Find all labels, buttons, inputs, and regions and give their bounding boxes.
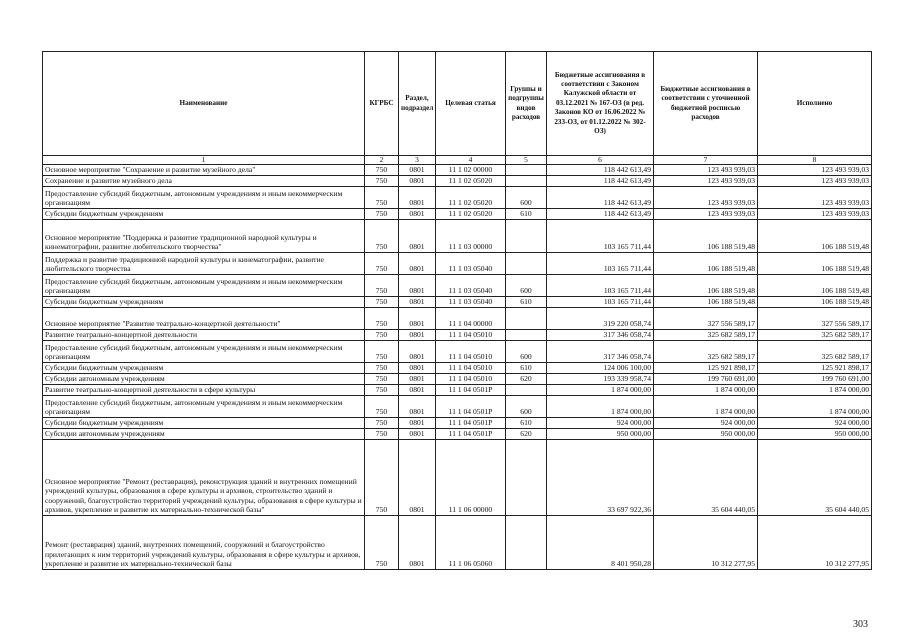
row-name: Основное мероприятие "Развитие театрально-концертной деятельности" [43, 308, 365, 330]
row-name: Основное мероприятие "Ремонт (реставрация), реконструкция зданий и внутренних помещений учреждений культуры, образования в сфере культуры и архивов, строительство зданий и сооружений, благоустройство территорий учреждений культуры, образования в сфере культуры и архивов, укрепление и развитие их материально-технической базы" [43, 440, 365, 516]
row-executed-amount: 1 874 000,00 [758, 396, 872, 418]
page-number: 303 [853, 619, 868, 630]
row-refined-amount: 924 000,00 [654, 418, 758, 429]
row-executed-amount: 1 874 000,00 [758, 385, 872, 396]
row-law-amount: 33 697 922,36 [547, 440, 654, 516]
row-kgrbs: 750 [365, 220, 399, 253]
row-kgrbs: 750 [365, 165, 399, 176]
row-name: Развитие театрально-концертной деятельности в сфере культуры [43, 385, 365, 396]
row-name: Предоставление субсидий бюджетным, автономным учреждениям и иным некоммерческим организациям [43, 275, 365, 297]
row-target-article: 11 1 04 0501Р [436, 418, 506, 429]
row-law-amount: 118 442 613,49 [547, 187, 654, 209]
row-expense-group [506, 253, 547, 275]
row-name: Предоставление субсидий бюджетным, автономным учреждениям и иным некоммерческим организациям [43, 396, 365, 418]
row-expense-group [506, 330, 547, 341]
table-row [43, 363, 872, 374]
row-section: 0801 [399, 363, 436, 374]
row-name: Субсидии бюджетным учреждениям [43, 297, 365, 308]
row-kgrbs: 750 [365, 363, 399, 374]
row-kgrbs: 750 [365, 418, 399, 429]
row-refined-amount: 106 188 519,48 [654, 253, 758, 275]
row-target-article: 11 1 04 0501Р [436, 429, 506, 440]
row-law-amount: 103 165 711,44 [547, 275, 654, 297]
header-kgrbs: КГРБС [365, 52, 399, 156]
table-row [43, 165, 872, 176]
row-section: 0801 [399, 209, 436, 220]
row-kgrbs: 750 [365, 176, 399, 187]
row-expense-group [506, 176, 547, 187]
row-refined-amount: 123 493 939,03 [654, 187, 758, 209]
header-law: Бюджетные ассигнования в соответствии с Законом Калужской области от 03.12.2021 № 167-ОЗ (в ред. Законов КО от 16.06.2022 № 233-ОЗ, от 01.12.2022 № 302-ОЗ) [547, 52, 654, 156]
row-name: Развитие театрально-концертной деятельности [43, 330, 365, 341]
row-expense-group [506, 308, 547, 330]
table-row [43, 253, 872, 275]
row-target-article: 11 1 04 05010 [436, 341, 506, 363]
row-law-amount: 8 401 950,28 [547, 516, 654, 570]
row-section: 0801 [399, 429, 436, 440]
row-law-amount: 193 339 958,74 [547, 374, 654, 385]
row-target-article: 11 1 02 05020 [436, 209, 506, 220]
row-executed-amount: 106 188 519,48 [758, 253, 872, 275]
row-executed-amount: 106 188 519,48 [758, 220, 872, 253]
row-law-amount: 118 442 613,49 [547, 165, 654, 176]
table-row [43, 341, 872, 363]
row-kgrbs: 750 [365, 429, 399, 440]
row-refined-amount: 1 874 000,00 [654, 396, 758, 418]
row-refined-amount: 106 188 519,48 [654, 220, 758, 253]
row-refined-amount: 106 188 519,48 [654, 275, 758, 297]
row-target-article: 11 1 04 05010 [436, 363, 506, 374]
row-kgrbs: 750 [365, 516, 399, 570]
row-name: Основное мероприятие "Поддержка и развитие традиционной народной культуры и кинематографии, развитие любительского творчества" [43, 220, 365, 253]
row-law-amount: 103 165 711,44 [547, 297, 654, 308]
row-section: 0801 [399, 341, 436, 363]
row-law-amount: 1 874 000,00 [547, 385, 654, 396]
row-executed-amount: 123 493 939,03 [758, 209, 872, 220]
row-executed-amount: 106 188 519,48 [758, 275, 872, 297]
row-kgrbs: 750 [365, 308, 399, 330]
row-section: 0801 [399, 275, 436, 297]
row-expense-group: 600 [506, 275, 547, 297]
row-refined-amount: 1 874 000,00 [654, 385, 758, 396]
row-law-amount: 103 165 711,44 [547, 253, 654, 275]
row-section: 0801 [399, 187, 436, 209]
row-expense-group: 610 [506, 297, 547, 308]
row-target-article: 11 1 04 00000 [436, 308, 506, 330]
row-target-article: 11 1 04 05010 [436, 374, 506, 385]
row-expense-group [506, 440, 547, 516]
row-law-amount: 924 000,00 [547, 418, 654, 429]
row-executed-amount: 106 188 519,48 [758, 297, 872, 308]
row-refined-amount: 325 682 589,17 [654, 341, 758, 363]
column-number: 7 [654, 156, 758, 165]
row-executed-amount: 325 682 589,17 [758, 330, 872, 341]
row-expense-group: 600 [506, 341, 547, 363]
row-expense-group [506, 165, 547, 176]
row-kgrbs: 750 [365, 396, 399, 418]
table-row [43, 275, 872, 297]
header-executed: Исполнено [758, 52, 872, 156]
row-name: Сохранение и развитие музейного дела [43, 176, 365, 187]
row-expense-group: 620 [506, 374, 547, 385]
row-executed-amount: 325 682 589,17 [758, 341, 872, 363]
budget-table [42, 51, 872, 570]
row-kgrbs: 750 [365, 253, 399, 275]
row-law-amount: 118 442 613,49 [547, 209, 654, 220]
table-row [43, 308, 872, 330]
row-target-article: 11 1 06 00000 [436, 440, 506, 516]
row-refined-amount: 123 493 939,03 [654, 209, 758, 220]
table-row [43, 187, 872, 209]
row-name: Субсидии автономным учреждениям [43, 429, 365, 440]
row-section: 0801 [399, 176, 436, 187]
row-law-amount: 950 000,00 [547, 429, 654, 440]
row-refined-amount: 199 760 691,00 [654, 374, 758, 385]
row-name: Субсидии бюджетным учреждениям [43, 418, 365, 429]
header-refined: Бюджетные ассигнования в соответствии с уточненной бюджетной росписью расходов [654, 52, 758, 156]
row-name: Предоставление субсидий бюджетным, автономным учреждениям и иным некоммерческим организациям [43, 341, 365, 363]
row-executed-amount: 123 493 939,03 [758, 187, 872, 209]
row-executed-amount: 199 760 691,00 [758, 374, 872, 385]
row-section: 0801 [399, 374, 436, 385]
row-section: 0801 [399, 396, 436, 418]
table-row [43, 176, 872, 187]
row-kgrbs: 750 [365, 440, 399, 516]
row-law-amount: 124 006 100,00 [547, 363, 654, 374]
row-target-article: 11 1 02 05020 [436, 187, 506, 209]
row-executed-amount: 10 312 277,95 [758, 516, 872, 570]
row-kgrbs: 750 [365, 385, 399, 396]
row-kgrbs: 750 [365, 341, 399, 363]
row-target-article: 11 1 02 05020 [436, 176, 506, 187]
column-number: 1 [43, 156, 365, 165]
row-section: 0801 [399, 385, 436, 396]
row-expense-group [506, 385, 547, 396]
table-row [43, 374, 872, 385]
column-number: 6 [547, 156, 654, 165]
row-target-article: 11 1 03 05040 [436, 253, 506, 275]
row-executed-amount: 123 493 939,03 [758, 176, 872, 187]
row-refined-amount: 35 604 440,05 [654, 440, 758, 516]
row-target-article: 11 1 04 0501Р [436, 396, 506, 418]
row-executed-amount: 327 556 589,17 [758, 308, 872, 330]
table-row [43, 297, 872, 308]
row-expense-group: 600 [506, 187, 547, 209]
row-kgrbs: 750 [365, 330, 399, 341]
row-kgrbs: 750 [365, 275, 399, 297]
row-refined-amount: 950 000,00 [654, 429, 758, 440]
row-expense-group [506, 516, 547, 570]
header-groups: Группы и подгруппы видов расходов [506, 52, 547, 156]
column-number: 3 [399, 156, 436, 165]
row-refined-amount: 106 188 519,48 [654, 297, 758, 308]
row-target-article: 11 1 03 00000 [436, 220, 506, 253]
row-expense-group: 610 [506, 363, 547, 374]
row-name: Предоставление субсидий бюджетным, автономным учреждениям и иным некоммерческим организациям [43, 187, 365, 209]
row-law-amount: 1 874 000,00 [547, 396, 654, 418]
row-target-article: 11 1 02 00000 [436, 165, 506, 176]
row-section: 0801 [399, 220, 436, 253]
header-target: Целевая статья [436, 52, 506, 156]
row-section: 0801 [399, 297, 436, 308]
header-row [43, 52, 872, 156]
row-law-amount: 118 442 613,49 [547, 176, 654, 187]
row-section: 0801 [399, 440, 436, 516]
row-refined-amount: 325 682 589,17 [654, 330, 758, 341]
row-section: 0801 [399, 516, 436, 570]
table-row [43, 330, 872, 341]
header-section: Раздел, подраздел [399, 52, 436, 156]
row-refined-amount: 327 556 589,17 [654, 308, 758, 330]
row-name: Субсидии бюджетным учреждениям [43, 209, 365, 220]
row-section: 0801 [399, 330, 436, 341]
column-number: 2 [365, 156, 399, 165]
table-row [43, 220, 872, 253]
row-refined-amount: 125 921 898,17 [654, 363, 758, 374]
table-row [43, 440, 872, 516]
row-name: Основное мероприятие "Сохранение и развитие музейного дела" [43, 165, 365, 176]
row-law-amount: 317 346 058,74 [547, 341, 654, 363]
row-target-article: 11 1 04 05010 [436, 330, 506, 341]
row-name: Субсидии автономным учреждениям [43, 374, 365, 385]
column-number: 4 [436, 156, 506, 165]
row-executed-amount: 35 604 440,05 [758, 440, 872, 516]
row-target-article: 11 1 03 05040 [436, 275, 506, 297]
row-section: 0801 [399, 418, 436, 429]
row-name: Субсидии бюджетным учреждениям [43, 363, 365, 374]
column-number-row [43, 156, 872, 165]
row-law-amount: 319 220 058,74 [547, 308, 654, 330]
column-number: 5 [506, 156, 547, 165]
row-kgrbs: 750 [365, 297, 399, 308]
row-name: Поддержка и развитие традиционной народной культуры и кинематографии, развитие любительского творчества [43, 253, 365, 275]
row-target-article: 11 1 03 05040 [436, 297, 506, 308]
row-executed-amount: 924 000,00 [758, 418, 872, 429]
row-executed-amount: 125 921 898,17 [758, 363, 872, 374]
row-law-amount: 317 346 058,74 [547, 330, 654, 341]
row-target-article: 11 1 04 0501Р [436, 385, 506, 396]
table-row [43, 418, 872, 429]
table-row [43, 209, 872, 220]
row-expense-group [506, 220, 547, 253]
row-section: 0801 [399, 253, 436, 275]
row-expense-group: 600 [506, 396, 547, 418]
row-kgrbs: 750 [365, 374, 399, 385]
row-expense-group: 610 [506, 209, 547, 220]
table-row [43, 396, 872, 418]
row-refined-amount: 123 493 939,03 [654, 176, 758, 187]
row-refined-amount: 10 312 277,95 [654, 516, 758, 570]
row-kgrbs: 750 [365, 209, 399, 220]
row-expense-group: 620 [506, 429, 547, 440]
table-row [43, 429, 872, 440]
row-expense-group: 610 [506, 418, 547, 429]
row-section: 0801 [399, 308, 436, 330]
table-row [43, 516, 872, 570]
row-law-amount: 103 165 711,44 [547, 220, 654, 253]
row-kgrbs: 750 [365, 187, 399, 209]
row-section: 0801 [399, 165, 436, 176]
header-name: Наименование [43, 52, 365, 156]
row-name: Ремонт (реставрация) зданий, внутренних помещений, сооружений и благоустройство прилегающих к ним территорий учреждений культуры, образования в сфере культуры и архивов, укрепление и развитие их материально-технической базы [43, 516, 365, 570]
row-refined-amount: 123 493 939,03 [654, 165, 758, 176]
row-executed-amount: 950 000,00 [758, 429, 872, 440]
row-target-article: 11 1 06 05060 [436, 516, 506, 570]
table-row [43, 385, 872, 396]
row-executed-amount: 123 493 939,03 [758, 165, 872, 176]
column-number: 8 [758, 156, 872, 165]
